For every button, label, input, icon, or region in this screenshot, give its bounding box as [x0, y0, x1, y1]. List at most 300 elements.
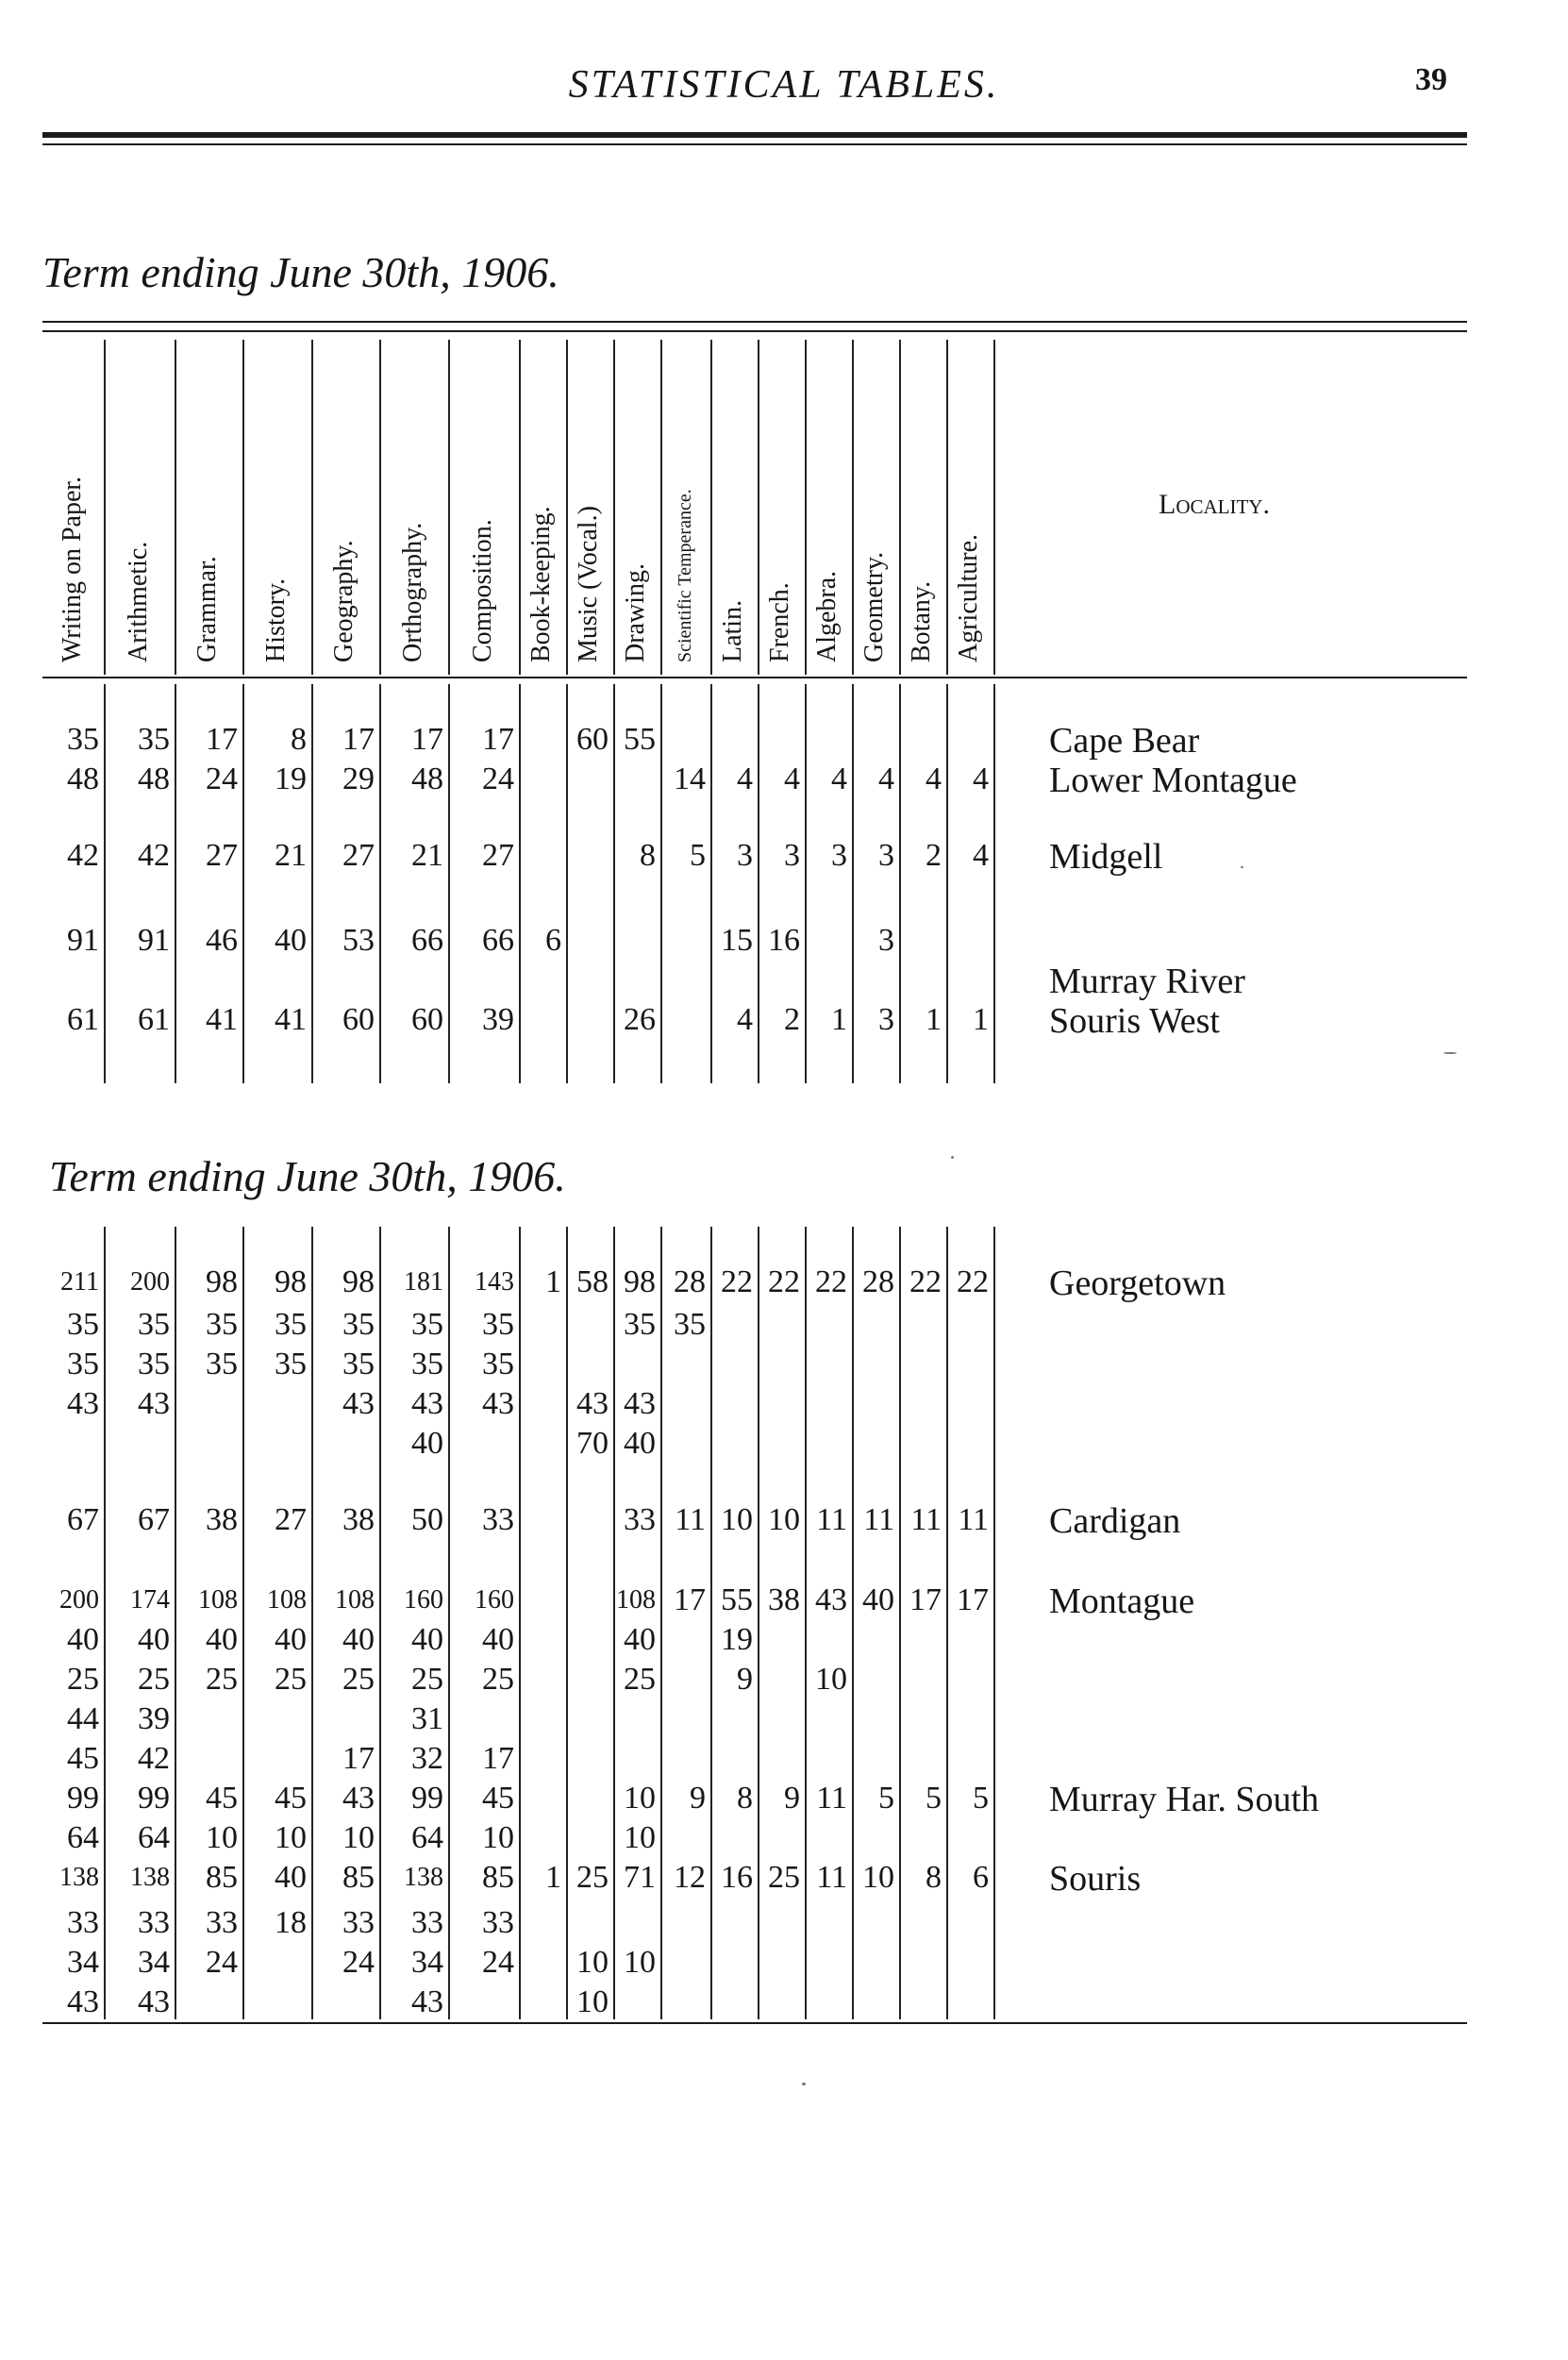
table-cell: 3 [737, 838, 753, 873]
table-cell: 17 [482, 1741, 514, 1776]
table-cell: 40 [206, 1622, 238, 1657]
table-cell: 1 [545, 1860, 561, 1895]
table-cell: 10 [721, 1502, 753, 1537]
column-rule [660, 1227, 662, 2019]
column-header-music-vocal: Music (Vocal.) [574, 506, 604, 662]
table-cell: 25 [624, 1662, 656, 1697]
column-rule [519, 340, 521, 675]
column-rule [311, 1227, 313, 2019]
column-rule [104, 1227, 106, 2019]
table-cell: 143 [475, 1267, 514, 1297]
table-cell: 22 [815, 1264, 847, 1299]
table-cell: 55 [721, 1582, 753, 1617]
table-cell: 60 [576, 722, 609, 757]
table-cell: 35 [624, 1307, 656, 1342]
column-header-book-keeping: Book-keeping. [526, 506, 557, 662]
table-cell: 35 [482, 1347, 514, 1381]
table-cell: 1 [831, 1002, 847, 1037]
table-cell: 35 [411, 1307, 443, 1342]
header-bottom-rule [42, 677, 1467, 678]
table-cell: 46 [206, 923, 238, 958]
locality-name: Souris West [1049, 1001, 1220, 1041]
column-rule [175, 340, 176, 675]
column-rule [852, 1227, 854, 2019]
column-header-algebra: Algebra. [812, 570, 842, 662]
column-rule [946, 684, 948, 1083]
table-cell: 34 [67, 1945, 99, 1980]
table-cell: 43 [67, 1386, 99, 1421]
scan-speck [1241, 866, 1243, 868]
table-cell: 108 [335, 1585, 375, 1615]
table-cell: 10 [576, 1984, 609, 2019]
table-cell: 40 [411, 1426, 443, 1461]
table-cell: 66 [482, 923, 514, 958]
table-cell: 25 [138, 1662, 170, 1697]
table-cell: 24 [206, 1945, 238, 1980]
table-cell: 24 [482, 762, 514, 796]
table-cell: 2 [926, 838, 942, 873]
table-cell: 10 [275, 1820, 307, 1855]
table-cell: 17 [957, 1582, 989, 1617]
table-cell: 91 [138, 923, 170, 958]
table-cell: 160 [475, 1585, 514, 1615]
section2-heading: Term ending June 30th, 1906. [49, 1152, 566, 1200]
table-cell: 35 [138, 1347, 170, 1381]
column-header-writing-on-paper: Writing on Paper. [57, 476, 87, 662]
header-rule-thin [42, 143, 1467, 145]
locality-name: Murray River [1049, 962, 1245, 1001]
table-cell: 10 [815, 1662, 847, 1697]
table-cell: 200 [130, 1267, 170, 1297]
table-cell: 25 [342, 1662, 375, 1697]
column-header-grammar: Grammar. [192, 556, 223, 662]
table-cell: 15 [721, 923, 753, 958]
column-rule [710, 1227, 712, 2019]
table-cell: 67 [67, 1502, 99, 1537]
table-cell: 40 [275, 1860, 307, 1895]
table-cell: 10 [624, 1781, 656, 1816]
table-cell: 9 [737, 1662, 753, 1697]
table-cell: 27 [206, 838, 238, 873]
table-cell: 35 [482, 1307, 514, 1342]
column-rule [613, 1227, 615, 2019]
column-rule [758, 1227, 759, 2019]
table-cell: 25 [67, 1662, 99, 1697]
table-cell: 43 [138, 1386, 170, 1421]
table-cell: 108 [616, 1585, 656, 1615]
table-cell: 99 [67, 1781, 99, 1816]
table-cell: 1 [545, 1264, 561, 1299]
table-cell: 64 [411, 1820, 443, 1855]
table-cell: 40 [275, 1622, 307, 1657]
column-rule [852, 684, 854, 1083]
column-header-french: French. [765, 582, 795, 662]
table-cell: 85 [342, 1860, 375, 1895]
column-rule [242, 684, 244, 1083]
table-cell: 211 [60, 1267, 99, 1297]
column-rule [175, 684, 176, 1083]
table-cell: 48 [138, 762, 170, 796]
table-cell: 174 [130, 1585, 170, 1615]
table-cell: 43 [411, 1984, 443, 2019]
table-cell: 8 [926, 1860, 942, 1895]
table-cell: 58 [576, 1264, 609, 1299]
table-cell: 4 [831, 762, 847, 796]
table-cell: 8 [640, 838, 656, 873]
table-cell: 35 [67, 722, 99, 757]
column-rule [519, 1227, 521, 2019]
table-cell: 18 [275, 1905, 307, 1940]
table-cell: 11 [816, 1860, 847, 1895]
table-cell: 33 [206, 1905, 238, 1940]
table-cell: 9 [690, 1781, 706, 1816]
table-cell: 33 [342, 1905, 375, 1940]
table-cell: 9 [784, 1781, 800, 1816]
table-cell: 99 [411, 1781, 443, 1816]
column-rule [242, 1227, 244, 2019]
table-cell: 35 [342, 1347, 375, 1381]
table-cell: 22 [957, 1264, 989, 1299]
table-cell: 40 [138, 1622, 170, 1657]
table-cell: 138 [130, 1863, 170, 1892]
table-cell: 44 [67, 1701, 99, 1736]
table-cell: 35 [206, 1347, 238, 1381]
table-cell: 70 [576, 1426, 609, 1461]
table-cell: 42 [67, 838, 99, 873]
table-cell: 10 [342, 1820, 375, 1855]
table-cell: 1 [926, 1002, 942, 1037]
table-cell: 5 [690, 838, 706, 873]
page-number: 39 [1415, 62, 1447, 97]
table-cell: 17 [411, 722, 443, 757]
table-cell: 35 [275, 1307, 307, 1342]
table-cell: 43 [576, 1386, 609, 1421]
table-cell: 6 [545, 923, 561, 958]
table-cell: 98 [275, 1264, 307, 1299]
table-cell: 45 [206, 1781, 238, 1816]
table-cell: 3 [784, 838, 800, 873]
column-rule [311, 340, 313, 675]
table-cell: 28 [674, 1264, 706, 1299]
table-cell: 61 [67, 1002, 99, 1037]
table-cell: 43 [411, 1386, 443, 1421]
table-cell: 24 [342, 1945, 375, 1980]
table-cell: 32 [411, 1741, 443, 1776]
table-cell: 181 [404, 1267, 443, 1297]
column-rule [946, 340, 948, 675]
column-rule [660, 684, 662, 1083]
table-cell: 25 [206, 1662, 238, 1697]
column-rule [613, 684, 615, 1083]
table-cell: 11 [816, 1781, 847, 1816]
table-cell: 33 [482, 1905, 514, 1940]
locality-name: Midgell [1049, 837, 1163, 877]
column-rule [993, 684, 995, 1083]
column-rule [242, 340, 244, 675]
table-cell: 33 [482, 1502, 514, 1537]
table-cell: 40 [342, 1622, 375, 1657]
table-cell: 160 [404, 1585, 443, 1615]
table-cell: 8 [291, 722, 307, 757]
locality-column-header: Locality. [1159, 489, 1270, 520]
table-cell: 61 [138, 1002, 170, 1037]
locality-name: Murray Har. South [1049, 1780, 1320, 1819]
column-rule [805, 1227, 807, 2019]
table-cell: 138 [59, 1863, 99, 1892]
table-cell: 4 [784, 762, 800, 796]
table-cell: 1 [973, 1002, 989, 1037]
column-header-arithmetic: Arithmetic. [123, 541, 153, 662]
column-rule [448, 1227, 450, 2019]
table-cell: 38 [206, 1502, 238, 1537]
column-header-agriculture: Agriculture. [954, 533, 984, 662]
table-cell: 4 [878, 762, 894, 796]
table-cell: 3 [831, 838, 847, 873]
table-cell: 43 [815, 1582, 847, 1617]
table-cell: 40 [411, 1622, 443, 1657]
table-cell: 10 [768, 1502, 800, 1537]
table-cell: 66 [411, 923, 443, 958]
table-cell: 45 [482, 1781, 514, 1816]
table-top-rule-2 [42, 330, 1467, 332]
table-cell: 200 [59, 1585, 99, 1615]
table-cell: 25 [482, 1662, 514, 1697]
column-rule [899, 1227, 901, 2019]
table-cell: 48 [411, 762, 443, 796]
table-cell: 64 [138, 1820, 170, 1855]
table-cell: 43 [482, 1386, 514, 1421]
table-cell: 38 [768, 1582, 800, 1617]
column-rule [379, 684, 381, 1083]
table-cell: 27 [342, 838, 375, 873]
locality-name: Lower Montague [1049, 761, 1297, 800]
table-cell: 40 [624, 1622, 656, 1657]
column-rule [379, 340, 381, 675]
table-cell: 10 [576, 1945, 609, 1980]
table-cell: 40 [67, 1622, 99, 1657]
table-cell: 27 [275, 1502, 307, 1537]
table-cell: 4 [926, 762, 942, 796]
table-cell: 42 [138, 1741, 170, 1776]
table-cell: 25 [411, 1662, 443, 1697]
column-rule [566, 1227, 568, 2019]
column-rule [993, 1227, 995, 2019]
table-cell: 24 [482, 1945, 514, 1980]
table-cell: 8 [737, 1781, 753, 1816]
table-cell: 33 [411, 1905, 443, 1940]
column-rule [519, 684, 521, 1083]
column-rule [899, 684, 901, 1083]
table-cell: 108 [198, 1585, 238, 1615]
table-cell: 25 [576, 1860, 609, 1895]
column-rule [311, 684, 313, 1083]
table-cell: 16 [768, 923, 800, 958]
table-cell: 45 [275, 1781, 307, 1816]
table-cell: 40 [482, 1622, 514, 1657]
table-cell: 5 [973, 1781, 989, 1816]
table-cell: 22 [721, 1264, 753, 1299]
table-cell: 11 [675, 1502, 706, 1537]
table-cell: 34 [411, 1945, 443, 1980]
table-cell: 35 [67, 1307, 99, 1342]
column-header-geography: Geography. [329, 540, 359, 662]
table-cell: 43 [342, 1386, 375, 1421]
table-cell: 35 [411, 1347, 443, 1381]
table-cell: 50 [411, 1502, 443, 1537]
section1-heading: Term ending June 30th, 1906. [42, 248, 559, 296]
column-rule [758, 340, 759, 675]
column-rule [758, 684, 759, 1083]
column-header-botany: Botany. [907, 580, 937, 662]
table-cell: 43 [67, 1984, 99, 2019]
column-rule [448, 684, 450, 1083]
table-cell: 43 [342, 1781, 375, 1816]
table-cell: 64 [67, 1820, 99, 1855]
table-cell: 34 [138, 1945, 170, 1980]
column-rule [379, 1227, 381, 2019]
table-cell: 108 [267, 1585, 307, 1615]
table-cell: 43 [624, 1386, 656, 1421]
table-cell: 60 [342, 1002, 375, 1037]
locality-name: Souris [1049, 1859, 1142, 1899]
table-cell: 43 [138, 1984, 170, 2019]
table-cell: 55 [624, 722, 656, 757]
page-title: STATISTICAL TABLES. [568, 63, 1000, 107]
scan-speck [802, 2083, 806, 2085]
table-cell: 45 [67, 1741, 99, 1776]
table-cell: 35 [206, 1307, 238, 1342]
locality-name: Cape Bear [1049, 721, 1200, 761]
table-cell: 10 [862, 1860, 894, 1895]
column-rule [805, 340, 807, 675]
column-rule [899, 340, 901, 675]
locality-name: Georgetown [1049, 1264, 1226, 1303]
table-cell: 4 [737, 762, 753, 796]
table-cell: 16 [721, 1860, 753, 1895]
table-cell: 29 [342, 762, 375, 796]
header-rule [42, 132, 1467, 138]
table-cell: 3 [878, 838, 894, 873]
column-rule [946, 1227, 948, 2019]
table-cell: 17 [342, 1741, 375, 1776]
table-cell: 98 [624, 1264, 656, 1299]
table-cell: 98 [342, 1264, 375, 1299]
scan-speck [951, 1156, 954, 1159]
table-cell: 11 [910, 1502, 942, 1537]
column-rule [805, 684, 807, 1083]
table-cell: 4 [973, 838, 989, 873]
table-cell: 17 [342, 722, 375, 757]
table-cell: 41 [275, 1002, 307, 1037]
table-cell: 21 [275, 838, 307, 873]
table-cell: 71 [624, 1860, 656, 1895]
table-cell: 67 [138, 1502, 170, 1537]
table-cell: 33 [624, 1502, 656, 1537]
table-cell: 25 [275, 1662, 307, 1697]
table-cell: 39 [482, 1002, 514, 1037]
scan-speck [1443, 1052, 1457, 1054]
table-cell: 42 [138, 838, 170, 873]
table-cell: 5 [926, 1781, 942, 1816]
table-cell: 85 [482, 1860, 514, 1895]
table-cell: 91 [67, 923, 99, 958]
table-cell: 35 [342, 1307, 375, 1342]
locality-name: Cardigan [1049, 1501, 1181, 1541]
column-rule [104, 340, 106, 675]
column-header-history: History. [260, 577, 291, 662]
table-cell: 98 [206, 1264, 238, 1299]
table-top-rule [42, 321, 1467, 323]
locality-name: Montague [1049, 1582, 1195, 1621]
table-cell: 85 [206, 1860, 238, 1895]
table-cell: 53 [342, 923, 375, 958]
table-cell: 10 [624, 1945, 656, 1980]
table-cell: 11 [958, 1502, 989, 1537]
column-rule [566, 684, 568, 1083]
table-cell: 11 [863, 1502, 894, 1537]
table-cell: 10 [482, 1820, 514, 1855]
column-header-drawing: Drawing. [621, 563, 651, 662]
table-cell: 38 [342, 1502, 375, 1537]
table-cell: 28 [862, 1264, 894, 1299]
table-cell: 2 [784, 1002, 800, 1037]
table-cell: 40 [275, 923, 307, 958]
table-cell: 35 [674, 1307, 706, 1342]
table-cell: 33 [67, 1905, 99, 1940]
table-cell: 35 [138, 1307, 170, 1342]
table-cell: 3 [878, 1002, 894, 1037]
table-cell: 41 [206, 1002, 238, 1037]
table-cell: 24 [206, 762, 238, 796]
table-cell: 27 [482, 838, 514, 873]
table-cell: 17 [909, 1582, 942, 1617]
table-cell: 6 [973, 1860, 989, 1895]
column-rule [710, 684, 712, 1083]
table-cell: 35 [275, 1347, 307, 1381]
table-cell: 60 [411, 1002, 443, 1037]
table-cell: 21 [411, 838, 443, 873]
column-rule [175, 1227, 176, 2019]
table-cell: 39 [138, 1701, 170, 1736]
column-rule [993, 340, 995, 675]
column-rule [710, 340, 712, 675]
table-cell: 11 [816, 1502, 847, 1537]
table-cell: 138 [404, 1863, 443, 1892]
table-cell: 17 [674, 1582, 706, 1617]
column-rule [104, 684, 106, 1083]
table-cell: 19 [275, 762, 307, 796]
table-cell: 10 [206, 1820, 238, 1855]
column-rule [852, 340, 854, 675]
table-cell: 10 [624, 1820, 656, 1855]
table-cell: 17 [482, 722, 514, 757]
column-header-geometry: Geometry. [859, 551, 890, 662]
table-cell: 40 [624, 1426, 656, 1461]
table-cell: 31 [411, 1701, 443, 1736]
table-cell: 40 [862, 1582, 894, 1617]
table-cell: 3 [878, 923, 894, 958]
column-rule [448, 340, 450, 675]
table-cell: 14 [674, 762, 706, 796]
table-cell: 99 [138, 1781, 170, 1816]
table-cell: 48 [67, 762, 99, 796]
table-cell: 17 [206, 722, 238, 757]
table-cell: 35 [67, 1347, 99, 1381]
table-cell: 12 [674, 1860, 706, 1895]
table-cell: 33 [138, 1905, 170, 1940]
table-cell: 4 [973, 762, 989, 796]
column-header-composition: Composition. [467, 519, 497, 662]
